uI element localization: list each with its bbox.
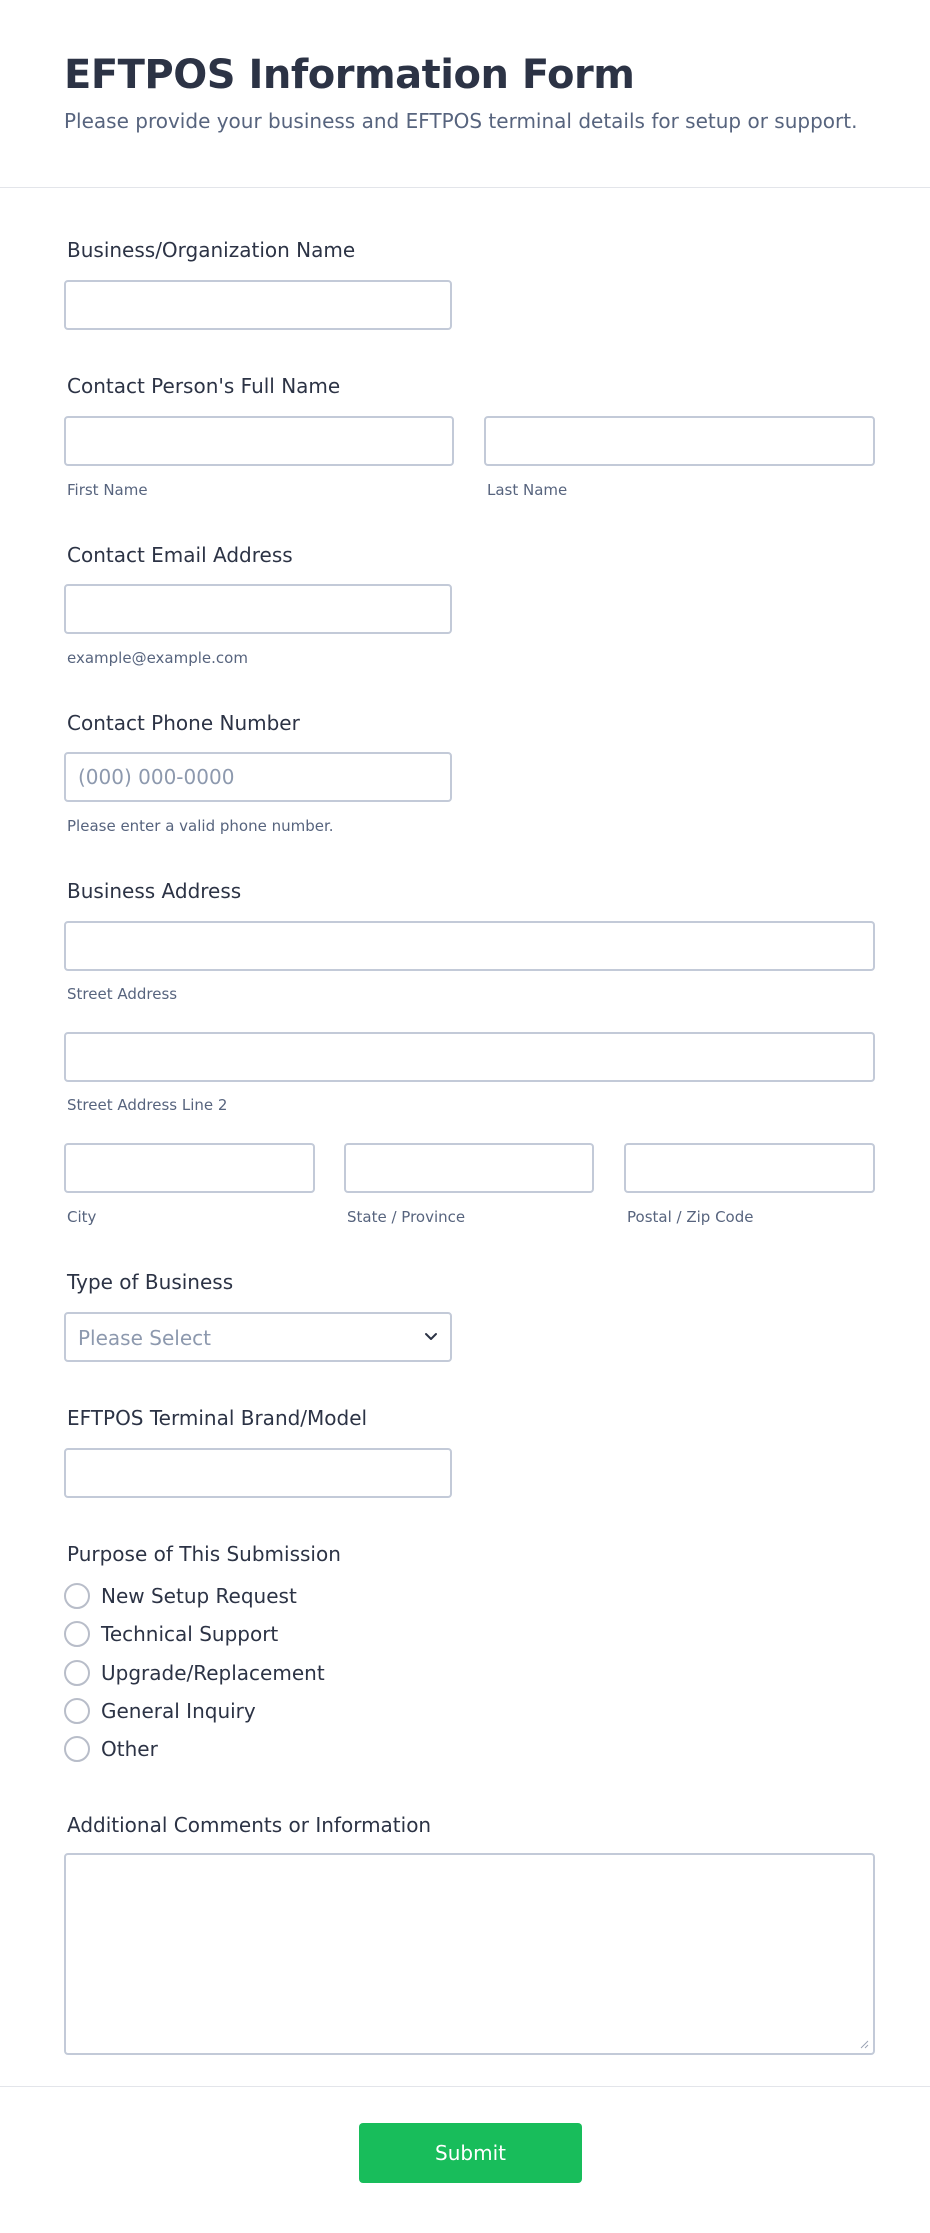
email-sublabel: example@example.com <box>67 649 248 667</box>
radio-button[interactable] <box>64 1621 90 1647</box>
street-address-line2-sublabel: Street Address Line 2 <box>67 1096 228 1114</box>
first-name-sublabel: First Name <box>67 481 148 499</box>
radio-button[interactable] <box>64 1660 90 1686</box>
radio-label: Upgrade/Replacement <box>101 1661 325 1685</box>
business-name-input[interactable] <box>64 280 452 330</box>
terminal-label: EFTPOS Terminal Brand/Model <box>67 1406 368 1430</box>
business-type-selected: Please Select <box>78 1326 211 1350</box>
last-name-input[interactable] <box>484 416 875 466</box>
chevron-down-icon <box>424 1330 438 1344</box>
business-name-label: Business/Organization Name <box>67 238 356 262</box>
business-type-label: Type of Business <box>67 1270 234 1294</box>
city-sublabel: City <box>67 1208 97 1226</box>
radio-label: Technical Support <box>101 1622 279 1646</box>
footer-divider <box>0 2086 930 2087</box>
radio-button[interactable] <box>64 1736 90 1762</box>
street-address-input[interactable] <box>64 921 875 971</box>
address-label: Business Address <box>67 879 242 903</box>
radio-button[interactable] <box>64 1583 90 1609</box>
radio-label: General Inquiry <box>101 1699 256 1723</box>
contact-name-label: Contact Person's Full Name <box>67 374 341 398</box>
radio-label: Other <box>101 1737 158 1761</box>
purpose-label: Purpose of This Submission <box>67 1542 341 1566</box>
form-header <box>0 0 930 188</box>
city-input[interactable] <box>64 1143 315 1193</box>
email-label: Contact Email Address <box>67 543 293 567</box>
zip-sublabel: Postal / Zip Code <box>627 1208 754 1226</box>
state-sublabel: State / Province <box>347 1208 466 1226</box>
radio-button[interactable] <box>64 1698 90 1724</box>
first-name-input[interactable] <box>64 416 454 466</box>
resize-grip-icon[interactable] <box>859 2039 869 2049</box>
radio-label: New Setup Request <box>101 1584 297 1608</box>
phone-input[interactable] <box>64 752 452 802</box>
phone-label: Contact Phone Number <box>67 711 300 735</box>
zip-input[interactable] <box>624 1143 875 1193</box>
phone-sublabel: Please enter a valid phone number. <box>67 817 334 835</box>
business-type-select[interactable] <box>64 1312 452 1362</box>
street-address-sublabel: Street Address <box>67 985 178 1003</box>
comments-textarea[interactable] <box>64 1853 875 2055</box>
submit-button[interactable]: Submit <box>359 2123 582 2183</box>
page-subtitle: Please provide your business and EFTPOS terminal details for setup or support. <box>64 109 858 133</box>
page-title: EFTPOS Information Form <box>64 52 635 98</box>
email-input[interactable] <box>64 584 452 634</box>
street-address-line2-input[interactable] <box>64 1032 875 1082</box>
last-name-sublabel: Last Name <box>487 481 568 499</box>
comments-label: Additional Comments or Information <box>67 1813 432 1837</box>
terminal-input[interactable] <box>64 1448 452 1498</box>
state-input[interactable] <box>344 1143 594 1193</box>
